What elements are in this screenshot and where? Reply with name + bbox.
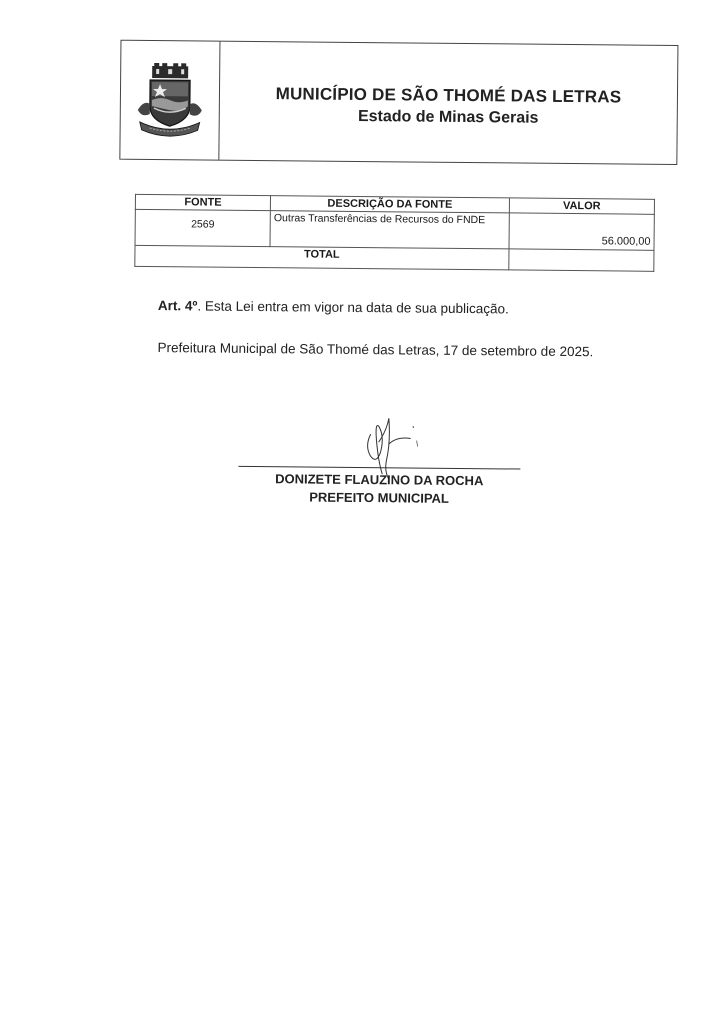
header-descricao: DESCRIÇÃO DA FONTE	[270, 196, 509, 213]
article-label: Art. 4º	[157, 298, 198, 314]
signature-block	[238, 411, 521, 514]
municipality-name: MUNICÍPIO DE SÃO THOMÉ DAS LETRAS	[275, 83, 622, 106]
total-label: TOTAL	[135, 245, 509, 270]
total-value	[509, 249, 654, 271]
funding-source-table	[134, 194, 655, 272]
letterhead	[119, 40, 678, 165]
coat-of-arms-icon	[130, 60, 211, 141]
cell-descricao: Outras Transferências de Recursos do FNDE	[270, 211, 509, 249]
coat-of-arms-cell	[120, 41, 220, 160]
header-fonte: FONTE	[135, 194, 270, 210]
cell-valor: 56.000,00	[509, 213, 655, 250]
article-4	[158, 298, 509, 316]
article-text: . Esta Lei entra em vigor na data de sua publicação.	[197, 298, 509, 317]
table-total-row	[135, 245, 654, 271]
letterhead-title	[219, 42, 677, 164]
signatory-role: PREFEITO MUNICIPAL	[309, 489, 449, 506]
place-date: Prefeitura Municipal de São Thomé das Letras, 17 de setembro de 2025.	[157, 340, 594, 360]
table-row	[135, 209, 654, 250]
header-valor: VALOR	[509, 198, 654, 214]
state-name: Estado de Minas Gerais	[357, 107, 539, 127]
signatory-name: DONIZETE FLAUZINO DA ROCHA	[275, 471, 484, 489]
cell-fonte: 2569	[135, 209, 270, 246]
